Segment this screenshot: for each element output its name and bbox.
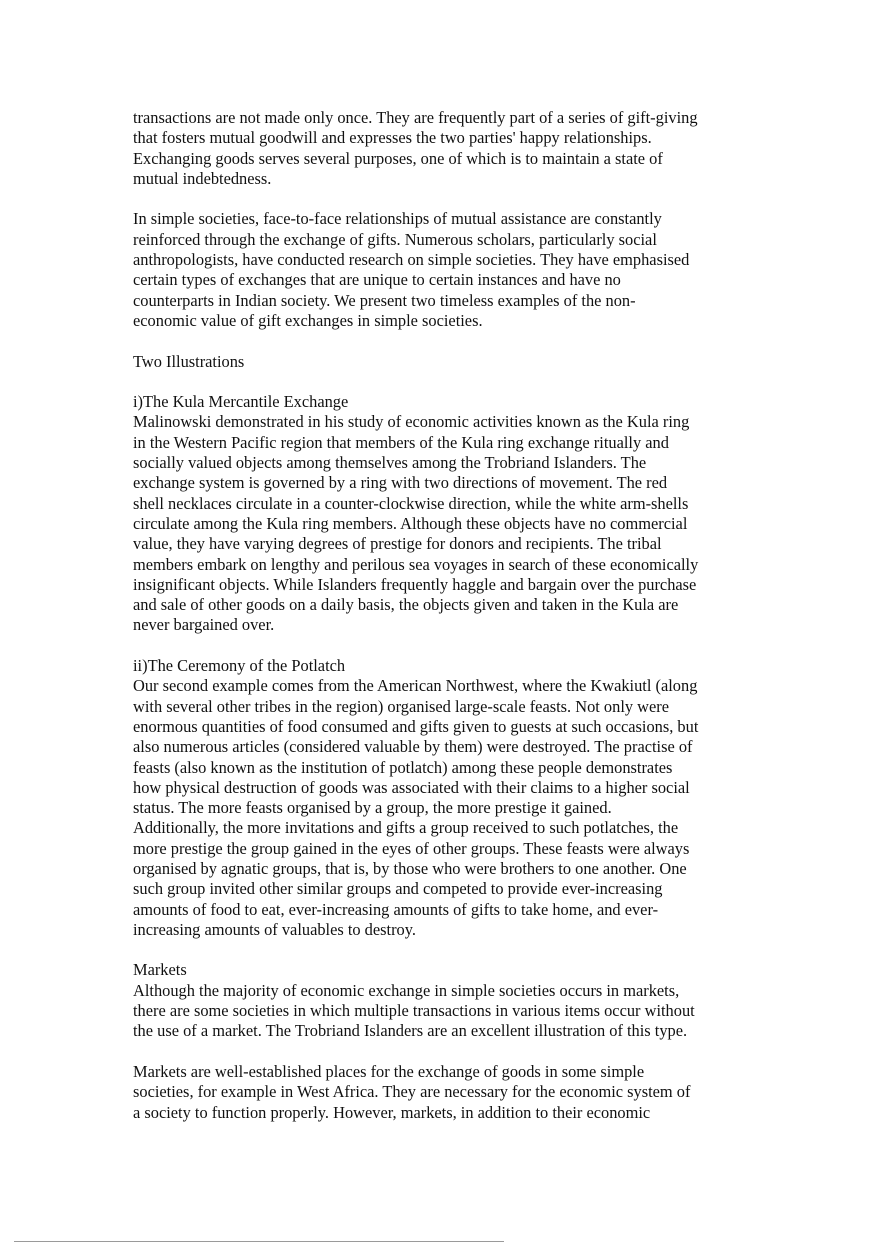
text-line: shell necklaces circulate in a counter-clockwise direction, while the white arm-shells	[133, 493, 689, 513]
text-line: mutual indebtedness.	[133, 168, 272, 188]
text-line: societies, for example in West Africa. They are necessary for the economic system of	[133, 1082, 691, 1102]
section-heading-two-illustrations	[133, 352, 753, 372]
paragraph-gap	[133, 636, 753, 656]
text-line: Malinowski demonstrated in his study of economic activities known as the Kula ring	[133, 412, 690, 432]
footer-divider	[14, 1241, 504, 1242]
text-line: transactions are not made only once. They are frequently part of a series of gift-giving	[133, 108, 698, 127]
text-line: Although the majority of economic exchange in simple societies occurs in markets,	[133, 980, 680, 1000]
text-line: and sale of other goods on a daily basis, the objects given and taken in the Kula are	[133, 595, 679, 615]
text-line: Additionally, the more invitations and gifts a group received to such potlatches, the	[133, 818, 679, 838]
text-line: Exchanging goods serves several purposes, one of which is to maintain a state of	[133, 148, 663, 168]
text-line: more prestige the group gained in the eyes of other groups. These feasts were always	[133, 838, 690, 858]
text-line: certain types of exchanges that are unique to certain instances and have no	[133, 270, 621, 290]
text-line: how physical destruction of goods was associated with their claims to a higher social	[133, 777, 690, 797]
subheading-line: Markets	[133, 960, 187, 980]
text-line: organised by agnatic groups, that is, by those who were brothers to one another. One	[133, 858, 687, 878]
paragraph-potlatch	[133, 656, 753, 940]
text-line: exchange system is governed by a ring with two directions of movement. The red	[133, 473, 668, 493]
text-line: economic value of gift exchanges in simple societies.	[133, 310, 483, 330]
subheading-line: ii)The Ceremony of the Potlatch	[133, 656, 346, 676]
text-line: with several other tribes in the region) organised large-scale feasts. Not only were	[133, 696, 670, 716]
text-line: anthropologists, have conducted research on simple societies. They have emphasised	[133, 250, 690, 270]
paragraph-markets	[133, 960, 753, 1041]
paragraph-gap	[133, 372, 753, 392]
text-line: amounts of food to eat, ever-increasing amounts of gifts to take home, and ever-	[133, 899, 659, 919]
text-line: counterparts in Indian society. We present two timeless examples of the non-	[133, 290, 636, 310]
text-line: such group invited other similar groups and competed to provide ever-increasing	[133, 879, 663, 899]
subheading-line: i)The Kula Mercantile Exchange	[133, 392, 349, 412]
text-line: also numerous articles (considered valuable by them) were destroyed. The practise of	[133, 737, 693, 757]
text-line: feasts (also known as the institution of potlatch) among these people demonstrates	[133, 757, 673, 777]
text-line: Markets are well-established places for the exchange of goods in some simple	[133, 1061, 645, 1081]
paragraph	[133, 108, 753, 189]
paragraph-gap	[133, 1042, 753, 1062]
text-line: value, they have varying degrees of prestige for donors and recipients. The tribal	[133, 534, 662, 554]
document-body	[133, 108, 753, 1123]
paragraph	[133, 209, 753, 331]
text-line: members embark on lengthy and perilous sea voyages in search of these economically	[133, 554, 699, 574]
paragraph-gap	[133, 331, 753, 351]
paragraph-kula	[133, 392, 753, 636]
text-line: insignificant objects. While Islanders frequently haggle and bargain over the purchase	[133, 574, 697, 594]
text-line: In simple societies, face-to-face relationships of mutual assistance are constantly	[133, 209, 662, 229]
text-line: never bargained over.	[133, 615, 275, 635]
text-line: a society to function properly. However, markets, in addition to their economic	[133, 1102, 651, 1122]
text-line: in the Western Pacific region that members of the Kula ring exchange ritually and	[133, 432, 669, 452]
text-line: enormous quantities of food consumed and gifts given to guests at such occasions, but	[133, 716, 699, 736]
text-line: circulate among the Kula ring members. Although these objects have no commercial	[133, 513, 688, 533]
paragraph-gap	[133, 940, 753, 960]
text-line: socially valued objects among themselves among the Trobriand Islanders. The	[133, 453, 647, 473]
paragraph	[133, 1062, 753, 1123]
text-line: Our second example comes from the American Northwest, where the Kwakiutl (along	[133, 676, 698, 696]
text-line: there are some societies in which multiple transactions in various items occur without	[133, 1001, 695, 1021]
text-line: the use of a market. The Trobriand Islanders are an excellent illustration of this type.	[133, 1021, 688, 1041]
paragraph-gap	[133, 189, 753, 209]
heading-line: Two Illustrations	[133, 351, 245, 371]
text-line: increasing amounts of valuables to destroy.	[133, 919, 416, 939]
text-line: status. The more feasts organised by a group, the more prestige it gained.	[133, 798, 612, 818]
text-line: reinforced through the exchange of gifts. Numerous scholars, particularly social	[133, 229, 657, 249]
text-line: that fosters mutual goodwill and expresses the two parties' happy relationships.	[133, 128, 652, 148]
